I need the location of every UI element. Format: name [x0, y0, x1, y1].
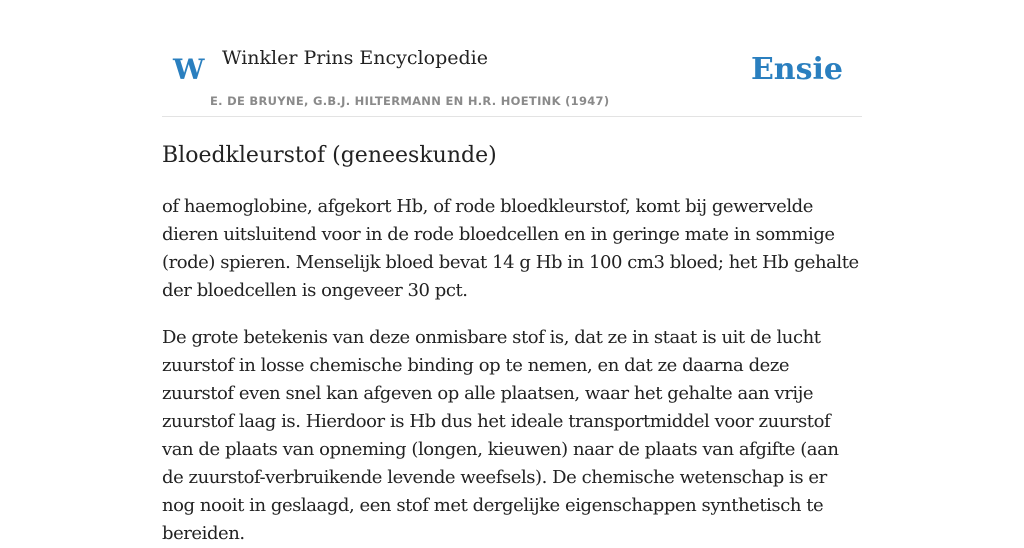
source-logo[interactable]: W — [173, 53, 205, 86]
article-paragraph: De grote betekenis van deze onmisbare stof is, dat ze in staat is uit de lucht zuurstof in losse chemische binding op te nemen, en dat ze daarna deze zuurstof even snel kan afgeven op alle plaatsen, waar het gehalte aan vrije zuurstof laag is. Hierdoor is Hb dus het ideale transportmiddel voor zuurstof van de plaats van opneming (longen, kieuwen) naar de plaats van afgifte (aan de zuurstof-verbruikende levende weefsels). De chemische wetenschap is er nog nooit in geslaagd, een stof met dergelijke eigenschappen synthetisch te bereiden. — [162, 327, 839, 544]
source-authors: E. DE BRUYNE, G.B.J. HILTERMANN EN H.R. HOETINK (1947) — [210, 94, 610, 108]
page-container — [162, 0, 862, 548]
article-title: Bloedkleurstof (geneeskunde) — [162, 143, 497, 168]
source-title[interactable]: Winkler Prins Encyclopedie — [222, 47, 488, 69]
article-paragraph: of haemoglobine, afgekort Hb, of rode bloedkleurstof, komt bij gewervelde dieren uitsluitend voor in de rode bloedcellen en in geringe mate in sommige (rode) spieren. Menselijk bloed bevat 14 g Hb in 100 cm3 bloed; het Hb gehalte der bloedcellen is ongeveer 30 pct. — [162, 196, 859, 301]
ensie-logo[interactable]: Ensie — [750, 52, 843, 87]
source-header — [162, 0, 862, 117]
